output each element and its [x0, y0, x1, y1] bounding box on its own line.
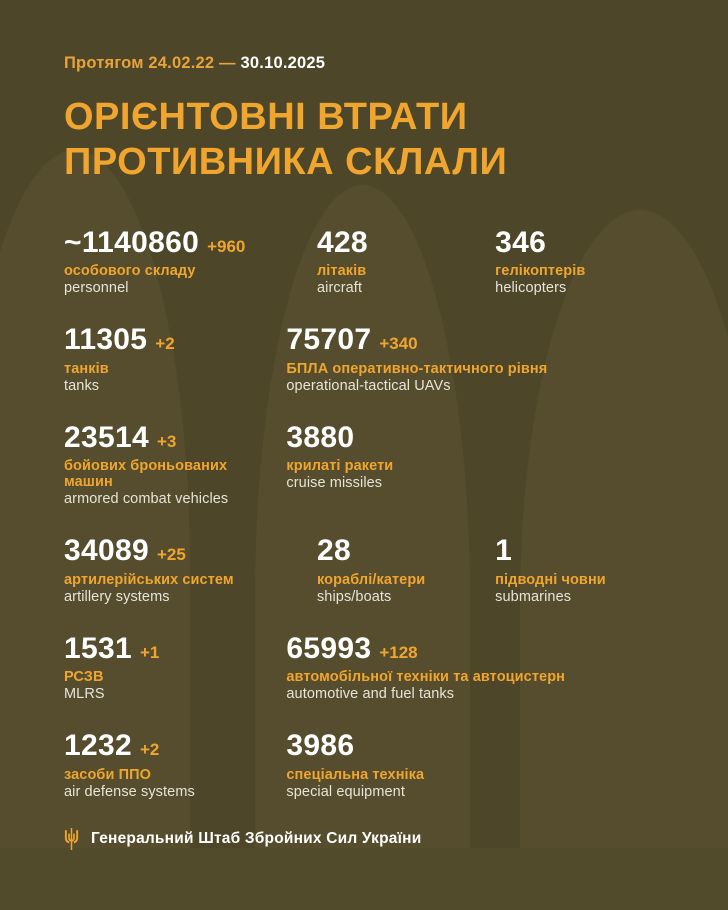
period-date: 30.10.2025: [240, 54, 326, 72]
stat-value: 346: [495, 225, 547, 259]
stat-number-line: [495, 535, 654, 567]
stat-label-ua: спеціальна техніка: [286, 766, 425, 783]
stat-label-ua: літаків: [316, 263, 367, 280]
stat-value: 3986: [286, 729, 355, 763]
stat-label-en: MLRS: [64, 686, 105, 703]
stat-label-ua: БПЛА оперативно-тактичного рівня: [286, 360, 548, 377]
stat-label-ua: підводні човни: [495, 571, 606, 588]
stat-number-line: [317, 227, 485, 259]
stat-value: 1232: [64, 729, 132, 763]
stat-tanks: [64, 324, 286, 394]
stat-special-equipment: [286, 730, 664, 800]
losses-grid: [64, 227, 664, 800]
stat-number-line: [286, 633, 654, 665]
footer-text: Генеральний Штаб Збройних Сил України: [91, 829, 422, 847]
stat-value: 3880: [286, 420, 355, 454]
stat-delta: +1: [139, 642, 160, 662]
stat-helicopters: [495, 227, 664, 297]
losses-row: [64, 227, 664, 297]
losses-row: [64, 535, 664, 605]
stat-label-en: automotive and fuel tanks: [286, 686, 455, 703]
stat-number-line: [64, 730, 276, 762]
stat-label-en: armored combat vehicles: [64, 491, 229, 508]
tryzub-icon: [64, 828, 79, 850]
stat-label-ua: кораблі/катери: [316, 571, 426, 588]
stat-label-en: aircraft: [316, 280, 363, 297]
stat-number-line: [286, 422, 654, 454]
stat-value: 1531: [64, 631, 132, 665]
stat-automotive-fuel-tanks: [286, 633, 664, 703]
stat-value: 34089: [64, 534, 149, 568]
stat-label-ua: танків: [64, 360, 109, 377]
stat-artillery-systems: [64, 535, 317, 605]
stat-number-line: [64, 324, 276, 356]
stat-delta: +2: [139, 740, 160, 760]
period-prefix: Протягом 24.02.22 —: [64, 54, 236, 72]
stat-ships-boats: [317, 535, 495, 605]
stat-value: 23514: [64, 420, 149, 454]
stat-label-ua: автомобільної техніки та автоцистерн: [286, 669, 566, 686]
stat-delta: +25: [156, 545, 186, 565]
stat-cruise-missiles: [286, 422, 664, 492]
stat-delta: +340: [379, 334, 418, 354]
reporting-period: [64, 0, 664, 73]
stat-value: 28: [316, 534, 351, 568]
stat-number-line: [64, 633, 276, 665]
stat-personnel: [64, 227, 317, 297]
stat-number-line: [64, 535, 307, 567]
stat-label-ua: особового складу: [64, 263, 196, 280]
stat-value: 11305: [64, 323, 148, 357]
stat-mlrs: [64, 633, 286, 703]
stat-label-ua: бойових броньованих машин: [64, 458, 228, 491]
stat-value: 65993: [286, 631, 372, 665]
stat-label-ua: засоби ППО: [64, 766, 152, 783]
stat-value: 428: [316, 225, 368, 259]
stat-label-en: operational-tactical UAVs: [286, 377, 451, 394]
stat-number-line: [64, 422, 276, 454]
stat-label-ua: гелікоптерів: [495, 263, 586, 280]
stat-label-en: special equipment: [286, 783, 405, 800]
stat-delta: +128: [379, 642, 418, 662]
losses-row: [64, 633, 664, 703]
stat-label-ua: крилаті ракети: [286, 458, 394, 475]
losses-row: [64, 324, 664, 394]
stat-delta: +960: [207, 236, 246, 256]
stat-label-ua: РСЗВ: [64, 669, 104, 686]
stat-label-ua: артилерійських систем: [64, 571, 234, 588]
losses-row: [64, 422, 664, 508]
stat-label-en: helicopters: [495, 280, 567, 297]
stat-value: 1: [495, 534, 513, 568]
stat-label-en: artillery systems: [64, 588, 170, 605]
losses-row: [64, 730, 664, 800]
stat-submarines: [495, 535, 664, 605]
stat-label-en: air defense systems: [64, 783, 195, 800]
stat-value: ~1140860: [64, 225, 200, 259]
footer: [64, 828, 664, 890]
stat-label-en: personnel: [64, 280, 129, 297]
title-line-2: ПРОТИВНИКА СКЛАЛИ: [64, 140, 508, 183]
stat-label-en: cruise missiles: [286, 475, 383, 492]
stat-label-en: submarines: [495, 588, 572, 605]
stat-number-line: [286, 324, 654, 356]
stat-delta: +2: [155, 334, 175, 354]
stat-number-line: [317, 535, 485, 567]
stat-label-en: tanks: [64, 377, 100, 394]
stat-uavs: [286, 324, 664, 394]
page-title: [64, 95, 664, 185]
stat-value: 75707: [286, 323, 372, 357]
stat-delta: +3: [156, 431, 177, 451]
title-line-1: ОРІЄНТОВНІ ВТРАТИ: [64, 96, 468, 138]
stat-aircraft: [317, 227, 495, 297]
stat-number-line: [64, 227, 307, 259]
stat-number-line: [286, 730, 654, 762]
stat-number-line: [495, 227, 654, 259]
stat-armored-combat-vehicles: [64, 422, 286, 508]
stat-label-en: ships/boats: [316, 588, 392, 605]
stat-air-defense-systems: [64, 730, 286, 800]
